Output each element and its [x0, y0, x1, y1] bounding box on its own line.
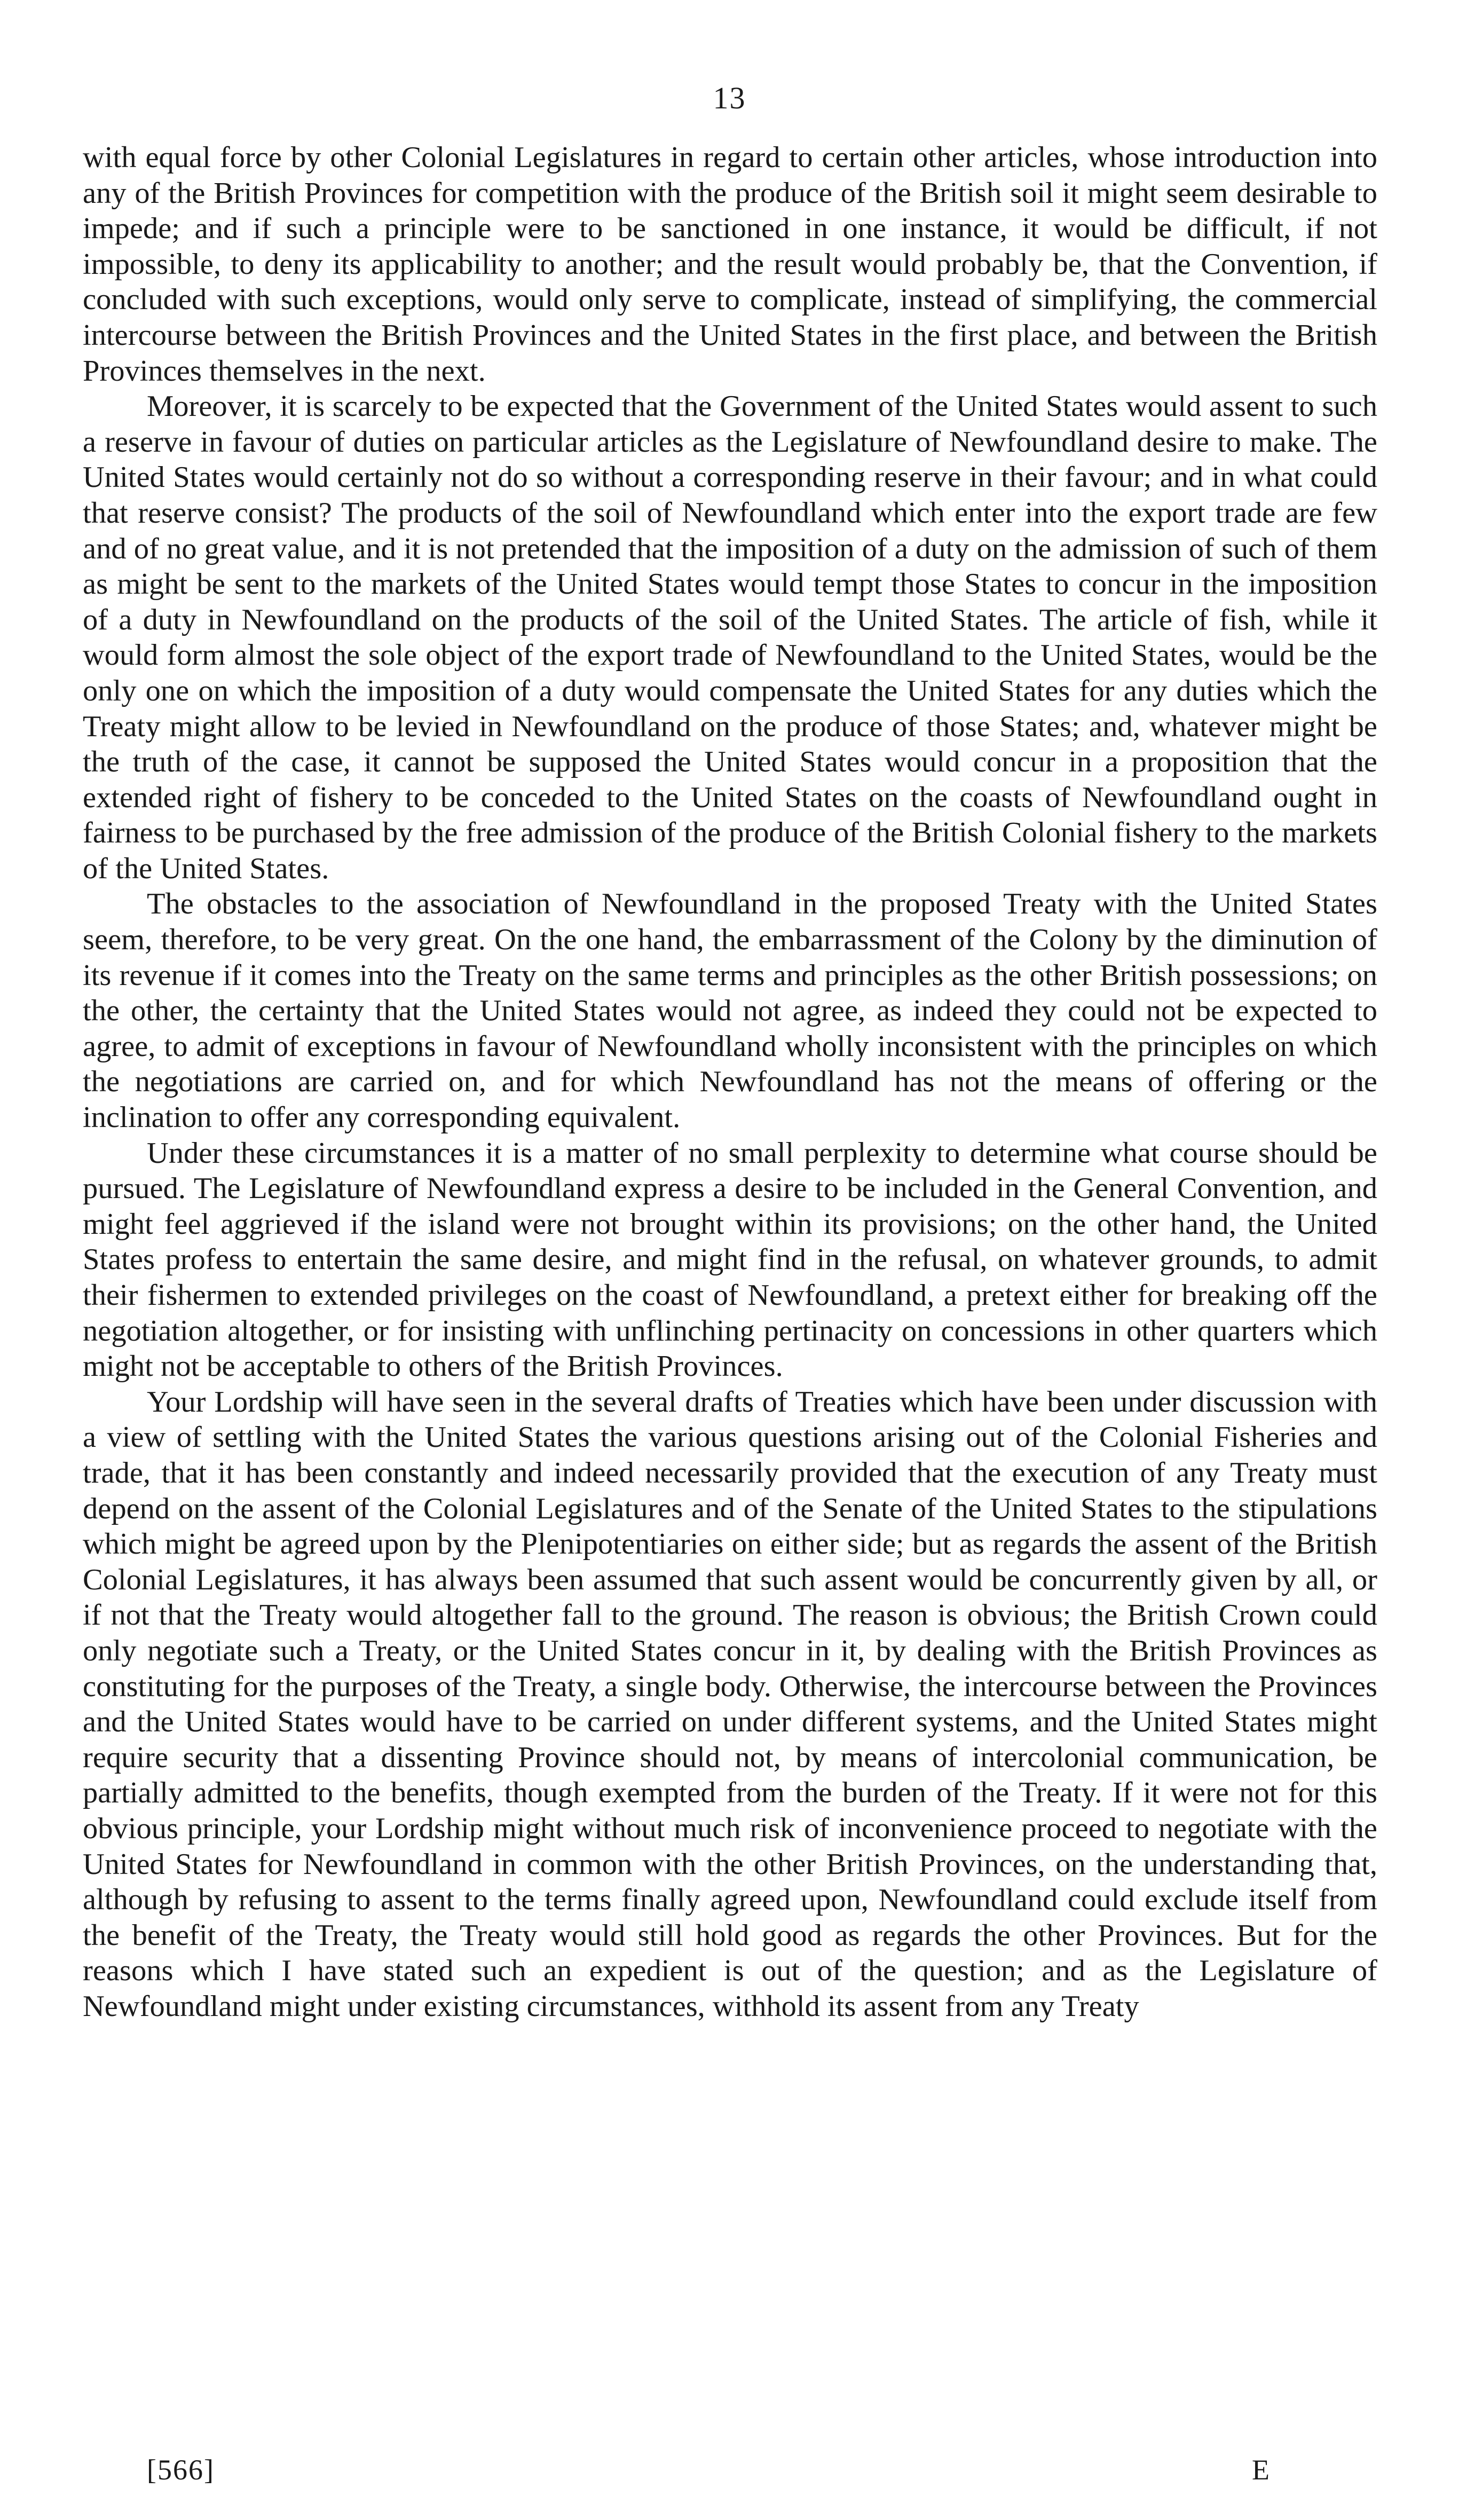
paragraph-1: with equal force by other Colonial Legislatures in regard to certain other articles, whose introduction into any of the British Provinces for competition with the produce of the British soil it might seem desirable to impede; and if such a principle were to be sanctioned in one instance, it would be difficult, if not impossible, to deny its applicability to another; and the result would probably be, that the Convention, if concluded with such exceptions, would only serve to complicate, instead of simplifying, the commercial intercourse between the British Provinces and the United States in the first place, and between the British Provinces themselves in the next.: [83, 141, 1377, 388]
paragraph-3: The obstacles to the association of Newfoundland in the proposed Treaty with the United States seem, therefore, to be very great. On the one hand, the embarrassment of the Colony by the diminution of its revenue if it comes into the Treaty on the same terms and principles as the other British possessions; on the other, the certainty that the United States would not agree, as indeed they could not be expected to agree, to admit of exceptions in favour of Newfoundland wholly inconsistent with the principles on which the negotiations are carried on, and for which Newfoundland has not the means of offering or the inclination to offer any corresponding equivalent.: [83, 887, 1377, 1135]
paragraph-5: Your Lordship will have seen in the several drafts of Treaties which have been under discussion with a view of settling with the United States the various questions arising out of the Colonial Fisheries and trade, that it has been constantly and indeed necessarily provided that the execution of any Treaty must depend on the assent of the Colonial Legislatures and of the Senate of the United States to the stipulations which might be agreed upon by the Plenipotentiaries on either side; but as regards the assent of the British Colonial Legislatures, it has always been assumed that such assent would be concurrently given by all, or if not that the Treaty would altogether fall to the ground. The reason is obvious; the British Crown could only negotiate such a Treaty, or the United States concur in it, by dealing with the British Provinces as constituting for the purposes of the Treaty, a single body. Otherwise, the intercourse between the Provinces and the United States would have to be carried on under different systems, and the United States might require security that a dissenting Province should not, by means of intercolonial communication, be partially admitted to the benefits, though exempted from the burden of the Treaty. If it were not for this obvious principle, your Lordship might without much risk of inconvenience proceed to negotiate with the United States for Newfoundland in common with the other British Provinces, on the understanding that, although by refusing to assent to the terms finally agreed upon, Newfoundland could exclude itself from the benefit of the Treaty, the Treaty would still hold good as regards the other Provinces. But for the reasons which I have stated such an expedient is out of the question; and as the Legislature of Newfoundland might under existing circumstances, withhold its assent from any Treaty: [83, 1385, 1377, 2023]
paragraph-2: Moreover, it is scarcely to be expected that the Government of the United States would assent to such a reserve in favour of duties on particular articles as the Legislature of Newfoundland desire to make. The United States would certainly not do so without a corresponding reserve in their favour; and in what could that reserve consist? The products of the soil of Newfoundland which enter into the export trade are few and of no great value, and it is not pretended that the imposition of a duty on the admission of such of them as might be sent to the markets of the United States would tempt those States to concur in the imposition of a duty in Newfoundland on the products of the soil of the United States. The article of fish, while it would form almost the sole object of the export trade of Newfoundland to the United States, would be the only one on which the imposition of a duty would compensate the United States for any duties which the Treaty might allow to be levied in Newfoundland on the produce of those States; and, whatever might be the truth of the case, it cannot be supposed the United States would concur in a proposition that the extended right of fishery to be conceded to the United States on the coasts of Newfoundland ought in fairness to be purchased by the free admission of the produce of the British Colonial fishery to the markets of the United States.: [83, 390, 1377, 885]
body-text: [83, 140, 1377, 2024]
signature-mark: [566]: [147, 2454, 215, 2486]
page-number: 13: [713, 81, 746, 115]
gathering-letter: E: [1252, 2454, 1269, 2486]
paragraph-4: Under these circumstances it is a matter of no small perplexity to determine what course should be pursued. The Legislature of Newfoundland express a desire to be included in the General Convention, and might feel aggrieved if the island were not brought within its provisions; on the other hand, the United States profess to entertain the same desire, and might find in the refusal, on whatever grounds, to admit their fishermen to extended privileges on the coast of Newfoundland, a pretext either for breaking off the negotiation altogether, or for insisting with unflinching pertinacity on concessions in other quarters which might not be acceptable to others of the British Provinces.: [83, 1136, 1377, 1383]
